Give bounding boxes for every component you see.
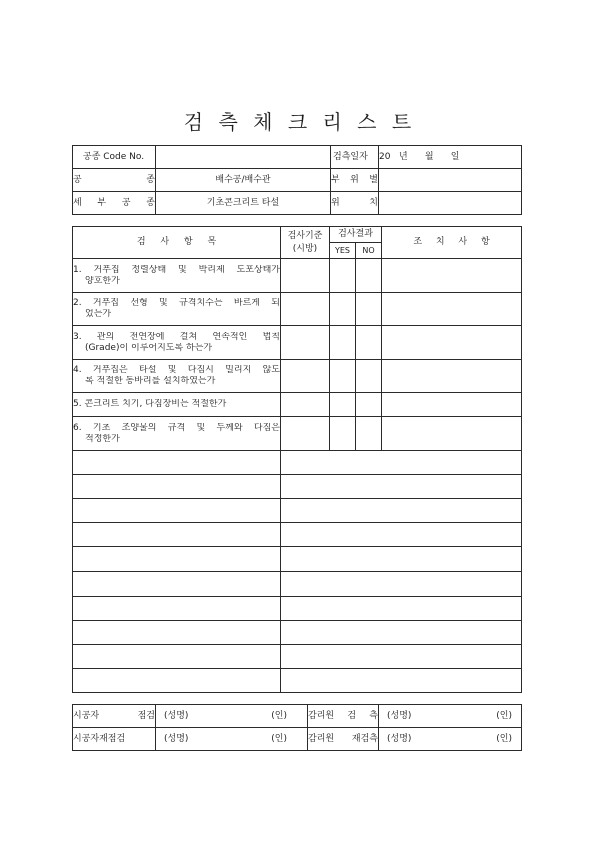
name-placeholder: (성명): [387, 733, 412, 744]
seal-placeholder: (인): [496, 710, 512, 721]
date-value: 20 년 월 일: [379, 146, 522, 169]
blank-detail-cell: [281, 499, 522, 523]
contractor-signature-cell: [156, 728, 308, 751]
action-cell: [382, 293, 522, 326]
supervisor-signature-cell: [379, 728, 522, 751]
check-item-6: [73, 417, 281, 451]
seal-placeholder: (인): [496, 733, 512, 744]
supervisor-signature-cell: [379, 705, 522, 728]
blank-item-cell: [73, 499, 281, 523]
check-item-line: 1. 거푸집 정렬상태 및 박리제 도포상태가: [73, 264, 280, 275]
no-cell: [356, 326, 382, 360]
blank-item-cell: [73, 597, 281, 621]
checklist-table: [72, 226, 522, 693]
standard-cell: [281, 393, 330, 417]
checklist-row: [73, 326, 522, 360]
sub-work-value: 기초콘크리트 타설: [156, 192, 331, 215]
action-cell: [382, 417, 522, 451]
header-info-table: [72, 145, 522, 215]
signoff-row: [73, 728, 522, 751]
blank-row: [73, 475, 522, 499]
standard-cell: [281, 360, 330, 393]
no-cell: [356, 360, 382, 393]
signoff-table: [72, 704, 522, 751]
blank-row: [73, 645, 522, 669]
yes-cell: [330, 326, 356, 360]
seal-placeholder: (인): [271, 733, 287, 744]
standard-column-header: [281, 227, 330, 259]
check-item-line: 2. 거푸집 선형 및 규격치수는 바르게 되: [73, 298, 280, 308]
no-column-header: NO: [356, 243, 382, 259]
no-cell: [356, 259, 382, 293]
part-label: 부 위 별: [331, 169, 379, 192]
blank-item-cell: [73, 572, 281, 597]
name-placeholder: (성명): [387, 710, 412, 721]
blank-item-cell: [73, 547, 281, 572]
blank-row: [73, 451, 522, 475]
sub-work-label: 세 부 공 종: [73, 192, 156, 215]
standard-cell: [281, 293, 330, 326]
standard-cell: [281, 259, 330, 293]
work-type-value: 배수공/배수관: [156, 169, 331, 192]
name-placeholder: (성명): [164, 733, 189, 744]
contractor-recheck-label: 시공자재점검: [73, 728, 156, 751]
blank-item-cell: [73, 621, 281, 645]
blank-row: [73, 669, 522, 693]
supervisor-check-label: 감리원 검 측: [308, 705, 379, 728]
blank-detail-cell: [281, 547, 522, 572]
date-label: 검측일자: [331, 146, 379, 169]
blank-detail-cell: [281, 621, 522, 645]
check-item-line: 6. 기초 조양물의 규격 및 두께와 다짐은: [73, 422, 280, 433]
check-item-line: 양호한가: [85, 275, 120, 286]
standard-header-note: (시방): [292, 243, 318, 254]
blank-detail-cell: [281, 523, 522, 547]
action-cell: [382, 360, 522, 393]
blank-item-cell: [73, 669, 281, 693]
checklist-row: [73, 393, 522, 417]
blank-detail-cell: [281, 645, 522, 669]
check-item-line: 4. 거푸집은 타설 및 다짐시 밀리지 않도: [73, 365, 280, 375]
check-item-line: 5. 콘크리트 치기, 다짐장비는 적절한가: [73, 399, 227, 409]
blank-row: [73, 572, 522, 597]
location-value-cell: [379, 192, 522, 215]
standard-cell: [281, 417, 330, 451]
checklist-row: [73, 293, 522, 326]
check-item-line: 적정한가: [85, 433, 120, 444]
blank-detail-cell: [281, 669, 522, 693]
check-item-5: [73, 393, 281, 417]
action-cell: [382, 393, 522, 417]
blank-item-cell: [73, 451, 281, 475]
location-label: 위 치: [331, 192, 379, 215]
blank-row: [73, 621, 522, 645]
standard-cell: [281, 326, 330, 360]
checklist-row: [73, 259, 522, 293]
check-item-1: [73, 259, 281, 293]
code-label: 공종 Code No.: [73, 146, 156, 169]
checklist-row: [73, 360, 522, 393]
blank-item-cell: [73, 523, 281, 547]
check-item-4: [73, 360, 281, 393]
standard-header-label: 검사기준: [287, 230, 323, 241]
checklist-row: [73, 417, 522, 451]
yes-column-header: YES: [330, 243, 356, 259]
part-value-cell: [379, 169, 522, 192]
blank-item-cell: [73, 645, 281, 669]
header-row: [73, 192, 522, 215]
blank-item-cell: [73, 475, 281, 499]
seal-placeholder: (인): [271, 710, 287, 721]
yes-cell: [330, 417, 356, 451]
item-column-header: 검 사 항 목: [73, 227, 281, 259]
no-cell: [356, 417, 382, 451]
contractor-signature-cell: [156, 705, 308, 728]
action-cell: [382, 326, 522, 360]
contractor-check-label: 시공자 점검: [73, 705, 156, 728]
blank-row: [73, 547, 522, 572]
supervisor-recheck-label: 감리원 재검측: [308, 728, 379, 751]
code-value-cell: [156, 146, 331, 169]
blank-detail-cell: [281, 475, 522, 499]
no-cell: [356, 293, 382, 326]
blank-detail-cell: [281, 572, 522, 597]
document-title: 검 측 체 크 리 스 트: [183, 110, 412, 134]
signoff-row: [73, 705, 522, 728]
header-row: [73, 169, 522, 192]
checklist-header-row: [73, 227, 522, 243]
check-item-2: [73, 293, 281, 326]
blank-row: [73, 597, 522, 621]
blank-row: [73, 523, 522, 547]
check-item-line: 3. 관의 전연장에 걸쳐 연속적인 법칙: [73, 331, 280, 342]
yes-cell: [330, 360, 356, 393]
action-cell: [382, 259, 522, 293]
yes-cell: [330, 393, 356, 417]
action-column-header: 조 치 사 항: [382, 227, 522, 259]
blank-detail-cell: [281, 451, 522, 475]
no-cell: [356, 393, 382, 417]
blank-row: [73, 499, 522, 523]
work-type-label: 공 종: [73, 169, 156, 192]
yes-cell: [330, 259, 356, 293]
check-item-line: 록 적절한 동바리를 설치하였는가: [85, 376, 216, 386]
name-placeholder: (성명): [164, 710, 189, 721]
check-item-line: 었는가: [85, 309, 112, 319]
check-item-line: (Grade)이 이루어지도록 하는가: [85, 342, 213, 353]
header-row: [73, 146, 522, 169]
result-column-header: 검사결과: [330, 227, 382, 243]
blank-detail-cell: [281, 597, 522, 621]
yes-cell: [330, 293, 356, 326]
check-item-3: [73, 326, 281, 360]
